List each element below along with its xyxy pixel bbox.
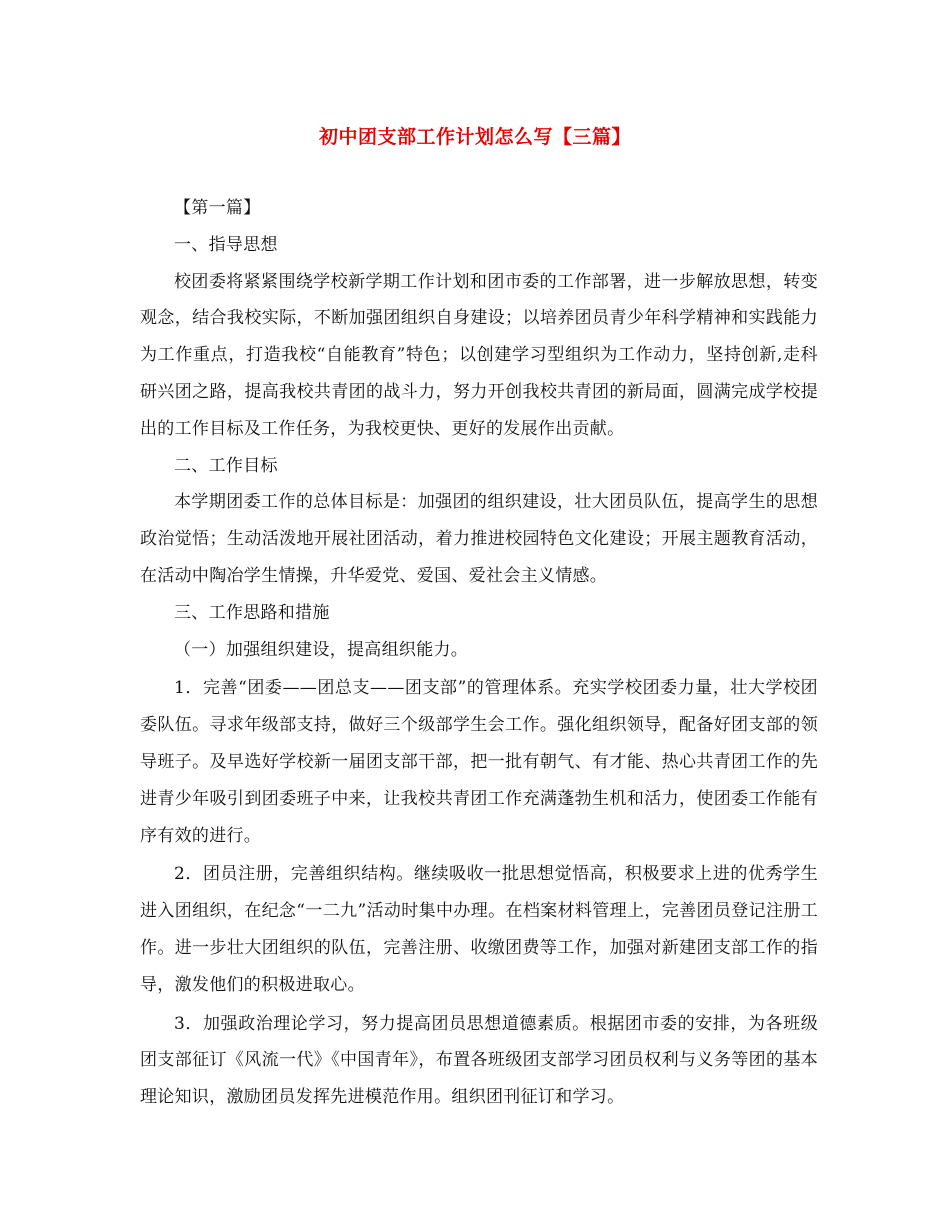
document-body xyxy=(140,190,818,1116)
paragraph-work-goals: 本学期团委工作的总体目标是：加强团的组织建设，壮大团员队伍，提高学生的思想政治觉悟；生动活泼地开展社团活动，着力推进校园特色文化建设；开展主题教育活动，在活动中陶冶学生情操，升华爱党、爱国、爱社会主义情感。 xyxy=(140,492,818,586)
paragraph-item-1: 1．完善“团委——团总支——团支部”的管理体系。充实学校团委力量，壮大学校团委队伍。寻求年级部支持，做好三个级部学生会工作。强化组织领导，配备好团支部的领导班子。及早选好学校新一届团支部干部，把一批有朝气、有才能、热心共青团工作的先进青少年吸引到团委班子中来，让我校共青团工作充满蓬勃生机和活力，使团委工作能有序有效的进行。 xyxy=(140,678,818,846)
paragraph-item-2: 2．团员注册，完善组织结构。继续吸收一批思想觉悟高，积极要求上进的优秀学生进入团组织，在纪念“一二九”活动时集中办理。在档案材料管理上，完善团员登记注册工作。进一步壮大团组织的队伍，完善注册、收缴团费等工作，加强对新建团支部工作的指导，激发他们的积极进取心。 xyxy=(140,864,818,995)
paragraph-guiding-ideology: 校团委将紧紧围绕学校新学期工作计划和团市委的工作部署，进一步解放思想，转变观念，结合我校实际，不断加强团组织自身建设；以培养团员青少年科学精神和实践能力为工作重点，打造我校“自能教育”特色；以创建学习型组织为工作动力，坚持创新,走科研兴团之路，提高我校共青团的战斗力，努力开创我校共青团的新局面，圆满完成学校提出的工作目标及工作任务，为我校更快、更好的发展作出贡献。 xyxy=(140,271,818,439)
paragraph-item-3: 3．加强政治理论学习，努力提高团员思想道德素质。根据团市委的安排，为各班级团支部征订《风流一代》《中国青年》，布置各班级团支部学习团员权利与义务等团的基本理论知识，激励团员发挥先进模范作用。组织团刊征订和学习。 xyxy=(140,1013,818,1108)
subheading-organization-building: （一）加强组织建设，提高组织能力。 xyxy=(174,639,469,660)
section-heading-part-one: 【第一篇】 xyxy=(174,198,261,218)
heading-guiding-ideology: 一、指导思想 xyxy=(174,234,278,255)
document-title: 初中团支部工作计划怎么写【三篇】 xyxy=(318,126,631,148)
heading-work-measures: 三、工作思路和措施 xyxy=(174,602,330,623)
heading-work-goals: 二、工作目标 xyxy=(174,455,278,476)
